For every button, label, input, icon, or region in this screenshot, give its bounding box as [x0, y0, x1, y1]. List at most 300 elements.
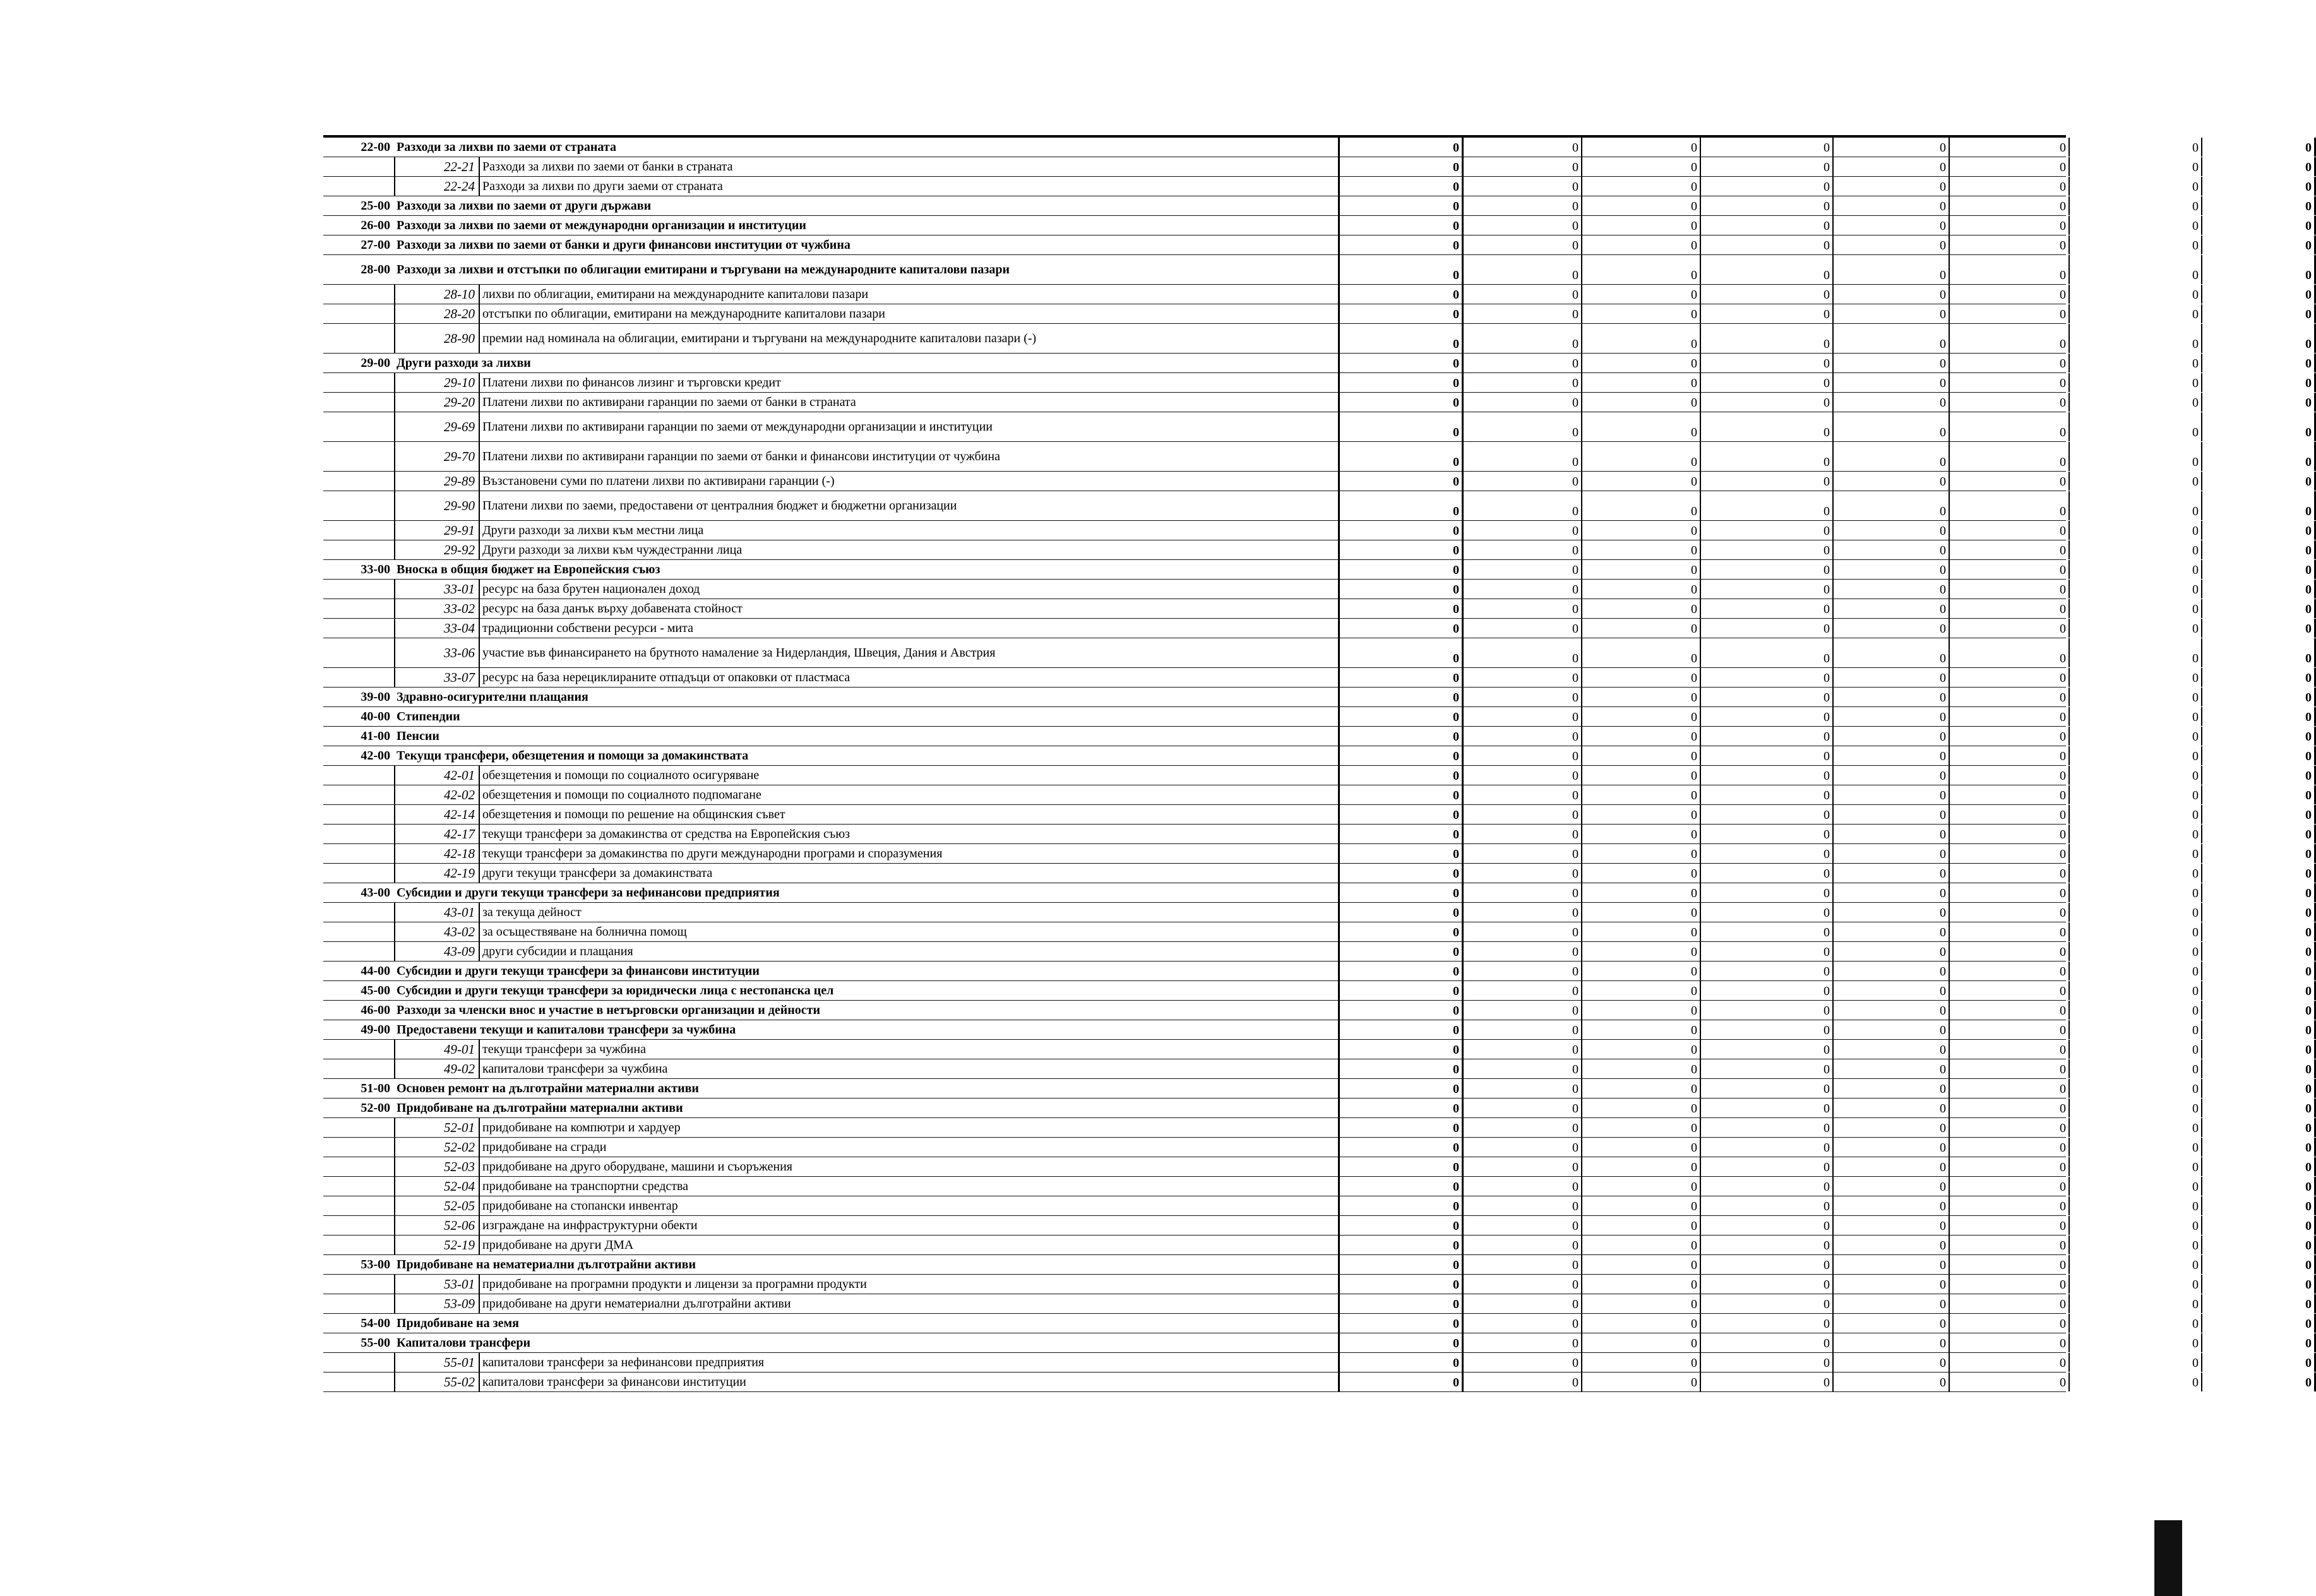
subitem-row: [323, 805, 2312, 825]
value-cell: 0: [1340, 922, 1464, 941]
value-cell: 0: [1950, 157, 2070, 176]
section-label: Предоставени текущи и капиталови трансфери за чужбина: [394, 1020, 1340, 1039]
value-cell: 0: [1582, 1157, 1701, 1176]
value-cell: 0: [2202, 1020, 2316, 1039]
subitem-row: [323, 1275, 2312, 1294]
subitem-code: 33-06: [394, 638, 480, 667]
value-cell: 0: [2202, 472, 2316, 491]
value-cell: 0: [1834, 442, 1950, 471]
value-cell: 0: [1834, 785, 1950, 804]
subitem-code: 22-24: [394, 177, 480, 196]
value-cell: 0: [1340, 825, 1464, 843]
value-cell: 0: [1464, 472, 1582, 491]
section-label: Субсидии и други текущи трансфери за финансови институции: [394, 962, 1340, 980]
value-cell: 0: [1701, 1079, 1834, 1098]
value-cell: 0: [1340, 844, 1464, 863]
value-cell: 0: [1340, 1079, 1464, 1098]
value-cell: 0: [1834, 373, 1950, 392]
value-cell: 0: [2070, 580, 2202, 598]
value-cell: 0: [1950, 491, 2070, 520]
value-cell: 0: [1834, 942, 1950, 961]
value-cell: 0: [1340, 138, 1464, 157]
value-cell: 0: [1950, 942, 2070, 961]
value-cell: 0: [1340, 1059, 1464, 1078]
value-cell: 0: [2070, 1196, 2202, 1215]
value-cell: 0: [1701, 599, 1834, 618]
value-cell: 0: [1340, 942, 1464, 961]
value-cell: 0: [1950, 1138, 2070, 1157]
subitem-code: 29-92: [394, 540, 480, 559]
value-cell: 0: [2070, 1236, 2202, 1254]
value-cell: 0: [1950, 1177, 2070, 1196]
value-cell: 0: [1950, 324, 2070, 353]
subitem-label: Платени лихви по активирани гаранции по заеми от банки и финансови институции от чужбина: [480, 442, 1340, 471]
value-cell: 0: [1834, 1040, 1950, 1059]
section-code: 55-00: [361, 1335, 390, 1350]
value-cell: 0: [1464, 354, 1582, 372]
subitem-row: [323, 825, 2312, 844]
value-cell: 0: [1464, 903, 1582, 922]
value-cell: 0: [1701, 1001, 1834, 1020]
value-cell: 0: [1582, 1099, 1701, 1117]
value-cell: 0: [1582, 638, 1701, 667]
value-cell: 0: [1340, 1353, 1464, 1372]
value-cell: 0: [1582, 354, 1701, 372]
value-cell: 0: [2070, 981, 2202, 1000]
value-cell: 0: [1701, 580, 1834, 598]
value-cell: 0: [2202, 864, 2316, 883]
value-cell: 0: [2070, 962, 2202, 980]
value-cell: 0: [1340, 688, 1464, 706]
subitem-label: ресурс на база брутен национален доход: [480, 580, 1340, 598]
section-code: 43-00: [361, 885, 390, 900]
value-cell: 0: [1582, 393, 1701, 412]
section-row: [323, 981, 2312, 1001]
value-cell: 0: [1950, 285, 2070, 304]
value-cell: 0: [1464, 1216, 1582, 1235]
subitem-label: други текущи трансфери за домакинствата: [480, 864, 1340, 883]
value-cell: 0: [2202, 903, 2316, 922]
value-cell: 0: [2202, 521, 2316, 540]
value-cell: 0: [1464, 1333, 1582, 1352]
value-cell: 0: [1950, 922, 2070, 941]
indent-spacer: [323, 1157, 394, 1176]
value-cell: 0: [1340, 619, 1464, 638]
value-cell: 0: [1582, 785, 1701, 804]
value-cell: 0: [1582, 844, 1701, 863]
value-cell: 0: [1582, 746, 1701, 765]
value-cell: 0: [1834, 472, 1950, 491]
value-cell: 0: [1701, 805, 1834, 824]
subitem-label: Платени лихви по активирани гаранции по заеми от банки в страната: [480, 393, 1340, 412]
section-code: 49-00: [361, 1022, 390, 1037]
value-cell: 0: [1464, 138, 1582, 157]
value-cell: 0: [1834, 1216, 1950, 1235]
section-row: [323, 138, 2312, 157]
section-label: Придобиване на нематериални дълготрайни активи: [394, 1255, 1340, 1274]
value-cell: 0: [1340, 255, 1464, 284]
subitem-label: придобиване на компютри и хардуер: [480, 1118, 1340, 1137]
section-code: 46-00: [361, 1003, 390, 1017]
value-cell: 0: [1701, 668, 1834, 687]
value-cell: 0: [1582, 491, 1701, 520]
subitem-code: 33-07: [394, 668, 480, 687]
value-cell: 0: [1340, 864, 1464, 883]
value-cell: 0: [1701, 177, 1834, 196]
value-cell: 0: [1950, 540, 2070, 559]
section-label: Основен ремонт на дълготрайни материални активи: [394, 1079, 1340, 1098]
indent-spacer: [323, 373, 394, 392]
value-cell: 0: [1464, 638, 1582, 667]
subitem-code: 29-89: [394, 472, 480, 491]
value-cell: 0: [1950, 1333, 2070, 1352]
indent-spacer: [323, 177, 394, 196]
value-cell: 0: [1582, 138, 1701, 157]
subitem-label: капиталови трансфери за финансови институции: [480, 1373, 1340, 1391]
value-cell: 0: [2202, 1177, 2316, 1196]
value-cell: 0: [1582, 1353, 1701, 1372]
value-cell: 0: [1464, 157, 1582, 176]
value-cell: 0: [1582, 472, 1701, 491]
value-cell: 0: [2070, 1294, 2202, 1313]
value-cell: 0: [1582, 668, 1701, 687]
value-cell: 0: [2202, 1001, 2316, 1020]
value-cell: 0: [1464, 727, 1582, 746]
subitem-label: придобиване на други ДМА: [480, 1236, 1340, 1254]
indent-spacer: [323, 472, 394, 491]
indent-spacer: [323, 1373, 394, 1391]
section-code: 53-00: [361, 1257, 390, 1271]
value-cell: 0: [2070, 1001, 2202, 1020]
subitem-row: [323, 1040, 2312, 1059]
value-cell: 0: [1834, 285, 1950, 304]
value-cell: 0: [2202, 1059, 2316, 1078]
subitem-row: [323, 1157, 2312, 1177]
subitem-label: ресурс на база данък върху добавената стойност: [480, 599, 1340, 618]
value-cell: 0: [1340, 766, 1464, 785]
value-cell: 0: [1701, 442, 1834, 471]
value-cell: 0: [1464, 805, 1582, 824]
value-cell: 0: [2070, 1333, 2202, 1352]
value-cell: 0: [2202, 1294, 2316, 1313]
value-cell: 0: [1701, 1294, 1834, 1313]
value-cell: 0: [1701, 1275, 1834, 1294]
value-cell: 0: [2070, 785, 2202, 804]
value-cell: 0: [1950, 1275, 2070, 1294]
indent-spacer: [323, 1216, 394, 1235]
value-cell: 0: [1834, 1373, 1950, 1391]
value-cell: 0: [2070, 1157, 2202, 1176]
value-cell: 0: [1834, 255, 1950, 284]
value-cell: 0: [1701, 235, 1834, 254]
value-cell: 0: [2202, 1216, 2316, 1235]
section-row: [323, 1079, 2312, 1099]
section-label: Други разходи за лихви: [394, 354, 1340, 372]
value-cell: 0: [2202, 1196, 2316, 1215]
value-cell: 0: [1340, 903, 1464, 922]
value-cell: 0: [1834, 393, 1950, 412]
subitem-label: придобиване на програмни продукти и лицензи за програмни продукти: [480, 1275, 1340, 1294]
subitem-label: премии над номинала на облигации, емитирани и търгувани на международните капиталови пазари (-): [480, 324, 1340, 353]
value-cell: 0: [1340, 805, 1464, 824]
value-cell: 0: [2202, 707, 2316, 726]
subitem-row: [323, 785, 2312, 805]
subitem-code: 29-69: [394, 412, 480, 441]
value-cell: 0: [1340, 707, 1464, 726]
section-label: Стипендии: [394, 707, 1340, 726]
value-cell: 0: [1834, 638, 1950, 667]
value-cell: 0: [1582, 619, 1701, 638]
value-cell: 0: [2070, 746, 2202, 765]
subitem-label: Други разходи за лихви към чуждестранни лица: [480, 540, 1340, 559]
value-cell: 0: [1950, 805, 2070, 824]
value-cell: 0: [1701, 285, 1834, 304]
value-cell: 0: [2070, 825, 2202, 843]
indent-spacer: [323, 412, 394, 441]
value-cell: 0: [2070, 1255, 2202, 1274]
value-cell: 0: [2070, 942, 2202, 961]
value-cell: 0: [2202, 766, 2316, 785]
value-cell: 0: [2202, 619, 2316, 638]
subitem-label: Разходи за лихви по заеми от банки в страната: [480, 157, 1340, 176]
value-cell: 0: [1582, 285, 1701, 304]
value-cell: 0: [1582, 1001, 1701, 1020]
value-cell: 0: [2070, 540, 2202, 559]
value-cell: 0: [1464, 1373, 1582, 1391]
value-cell: 0: [1834, 1157, 1950, 1176]
value-cell: 0: [1834, 599, 1950, 618]
value-cell: 0: [2202, 668, 2316, 687]
value-cell: 0: [1701, 560, 1834, 579]
value-cell: 0: [2202, 412, 2316, 441]
value-cell: 0: [1582, 235, 1701, 254]
indent-spacer: [323, 1138, 394, 1157]
value-cell: 0: [1950, 785, 2070, 804]
value-cell: 0: [1834, 746, 1950, 765]
value-cell: 0: [1950, 216, 2070, 235]
section-row: [323, 1020, 2312, 1040]
value-cell: 0: [2070, 599, 2202, 618]
value-cell: 0: [2202, 560, 2316, 579]
value-cell: 0: [1950, 1059, 2070, 1078]
value-cell: 0: [1834, 1177, 1950, 1196]
value-cell: 0: [1464, 668, 1582, 687]
value-cell: 0: [1340, 981, 1464, 1000]
value-cell: 0: [1950, 825, 2070, 843]
value-cell: 0: [2070, 1118, 2202, 1137]
indent-spacer: [323, 442, 394, 471]
indent-spacer: [323, 805, 394, 824]
value-cell: 0: [1834, 619, 1950, 638]
value-cell: 0: [1582, 1314, 1701, 1333]
value-cell: 0: [1340, 1294, 1464, 1313]
subitem-row: [323, 638, 2312, 668]
value-cell: 0: [1464, 599, 1582, 618]
value-cell: 0: [1950, 1294, 2070, 1313]
subitem-row: [323, 540, 2312, 560]
value-cell: 0: [2202, 844, 2316, 863]
section-code: 33-00: [361, 562, 390, 576]
section-label: Субсидии и други текущи трансфери за юридически лица с нестопанска цел: [394, 981, 1340, 1000]
value-cell: 0: [1950, 962, 2070, 980]
value-cell: 0: [1701, 962, 1834, 980]
value-cell: 0: [2070, 864, 2202, 883]
indent-spacer: [323, 491, 394, 520]
section-row: [323, 196, 2312, 216]
value-cell: 0: [1701, 412, 1834, 441]
value-cell: 0: [1582, 962, 1701, 980]
value-cell: 0: [2202, 1138, 2316, 1157]
subitem-label: капиталови трансфери за чужбина: [480, 1059, 1340, 1078]
value-cell: 0: [1834, 138, 1950, 157]
subitem-row: [323, 580, 2312, 599]
subitem-label: текущи трансфери за домакинства от средства на Европейския съюз: [480, 825, 1340, 843]
subitem-row: [323, 393, 2312, 412]
value-cell: 0: [1834, 324, 1950, 353]
value-cell: 0: [2070, 560, 2202, 579]
value-cell: 0: [2202, 1118, 2316, 1137]
value-cell: 0: [1464, 393, 1582, 412]
value-cell: 0: [1834, 521, 1950, 540]
value-cell: 0: [1464, 883, 1582, 902]
value-cell: 0: [1834, 580, 1950, 598]
value-cell: 0: [1701, 844, 1834, 863]
value-cell: 0: [1340, 883, 1464, 902]
value-cell: 0: [1464, 1059, 1582, 1078]
value-cell: 0: [2202, 491, 2316, 520]
value-cell: 0: [1950, 138, 2070, 157]
subitem-code: 29-91: [394, 521, 480, 540]
section-label: Придобиване на земя: [394, 1314, 1340, 1333]
value-cell: 0: [1950, 1236, 2070, 1254]
value-cell: 0: [1701, 707, 1834, 726]
value-cell: 0: [1340, 521, 1464, 540]
subitem-code: 52-19: [394, 1236, 480, 1254]
value-cell: 0: [1340, 1196, 1464, 1215]
value-cell: 0: [2070, 805, 2202, 824]
subitem-row: [323, 844, 2312, 864]
value-cell: 0: [2202, 962, 2316, 980]
subitem-code: 42-18: [394, 844, 480, 863]
value-cell: 0: [1582, 903, 1701, 922]
subitem-code: 49-02: [394, 1059, 480, 1078]
value-cell: 0: [1582, 1255, 1701, 1274]
value-cell: 0: [1834, 1099, 1950, 1117]
subitem-code: 43-09: [394, 942, 480, 961]
value-cell: 0: [2202, 304, 2316, 323]
value-cell: 0: [1340, 540, 1464, 559]
value-cell: 0: [1834, 1020, 1950, 1039]
value-cell: 0: [2070, 138, 2202, 157]
value-cell: 0: [1464, 1138, 1582, 1157]
section-label: Разходи за членски внос и участие в нетърговски организации и дейности: [394, 1001, 1340, 1020]
value-cell: 0: [2202, 805, 2316, 824]
value-cell: 0: [1701, 304, 1834, 323]
value-cell: 0: [2070, 442, 2202, 471]
value-cell: 0: [2070, 354, 2202, 372]
value-cell: 0: [1582, 157, 1701, 176]
value-cell: 0: [2070, 707, 2202, 726]
indent-spacer: [323, 540, 394, 559]
section-row: [323, 255, 2312, 285]
value-cell: 0: [2070, 922, 2202, 941]
value-cell: 0: [1701, 1020, 1834, 1039]
value-cell: 0: [1340, 599, 1464, 618]
subitem-code: 29-70: [394, 442, 480, 471]
value-cell: 0: [2070, 688, 2202, 706]
subitem-code: 52-06: [394, 1216, 480, 1235]
value-cell: 0: [1701, 1177, 1834, 1196]
section-label: Вноска в общия бюджет на Европейския съюз: [394, 560, 1340, 579]
value-cell: 0: [1701, 354, 1834, 372]
value-cell: 0: [1834, 304, 1950, 323]
subitem-label: придобиване на други нематериални дълготрайни активи: [480, 1294, 1340, 1313]
section-row: [323, 962, 2312, 981]
value-cell: 0: [2070, 235, 2202, 254]
value-cell: 0: [1950, 981, 2070, 1000]
value-cell: 0: [1834, 962, 1950, 980]
value-cell: 0: [1340, 285, 1464, 304]
value-cell: 0: [1834, 491, 1950, 520]
value-cell: 0: [1582, 1079, 1701, 1098]
value-cell: 0: [1950, 903, 2070, 922]
value-cell: 0: [2202, 1275, 2316, 1294]
value-cell: 0: [1701, 1138, 1834, 1157]
value-cell: 0: [1340, 1020, 1464, 1039]
value-cell: 0: [1582, 942, 1701, 961]
value-cell: 0: [1701, 491, 1834, 520]
subitem-code: 49-01: [394, 1040, 480, 1059]
value-cell: 0: [1701, 216, 1834, 235]
subitem-label: други субсидии и плащания: [480, 942, 1340, 961]
value-cell: 0: [1340, 442, 1464, 471]
indent-spacer: [323, 766, 394, 785]
value-cell: 0: [1340, 1118, 1464, 1137]
value-cell: 0: [2070, 1099, 2202, 1117]
subitem-row: [323, 922, 2312, 942]
value-cell: 0: [1834, 1275, 1950, 1294]
value-cell: 0: [1950, 354, 2070, 372]
value-cell: 0: [1834, 177, 1950, 196]
value-cell: 0: [1340, 727, 1464, 746]
subitem-code: 29-20: [394, 393, 480, 412]
subitem-row: [323, 412, 2312, 442]
subitem-row: [323, 942, 2312, 962]
value-cell: 0: [1464, 942, 1582, 961]
value-cell: 0: [2202, 981, 2316, 1000]
value-cell: 0: [1464, 1314, 1582, 1333]
value-cell: 0: [1834, 1138, 1950, 1157]
value-cell: 0: [1340, 472, 1464, 491]
value-cell: 0: [1701, 324, 1834, 353]
value-cell: 0: [2070, 1275, 2202, 1294]
subitem-code: 33-02: [394, 599, 480, 618]
section-row: [323, 1001, 2312, 1020]
section-row: [323, 746, 2312, 766]
value-cell: 0: [1582, 825, 1701, 843]
subitem-row: [323, 1138, 2312, 1157]
value-cell: 0: [1950, 619, 2070, 638]
value-cell: 0: [1582, 864, 1701, 883]
subitem-label: отстъпки по облигации, емитирани на международните капиталови пазари: [480, 304, 1340, 323]
value-cell: 0: [2070, 177, 2202, 196]
subitem-label: придобиване на друго оборудване, машини и съоръжения: [480, 1157, 1340, 1176]
value-cell: 0: [1834, 1001, 1950, 1020]
value-cell: 0: [2070, 668, 2202, 687]
indent-spacer: [323, 157, 394, 176]
subitem-code: 52-02: [394, 1138, 480, 1157]
subitem-code: 52-04: [394, 1177, 480, 1196]
